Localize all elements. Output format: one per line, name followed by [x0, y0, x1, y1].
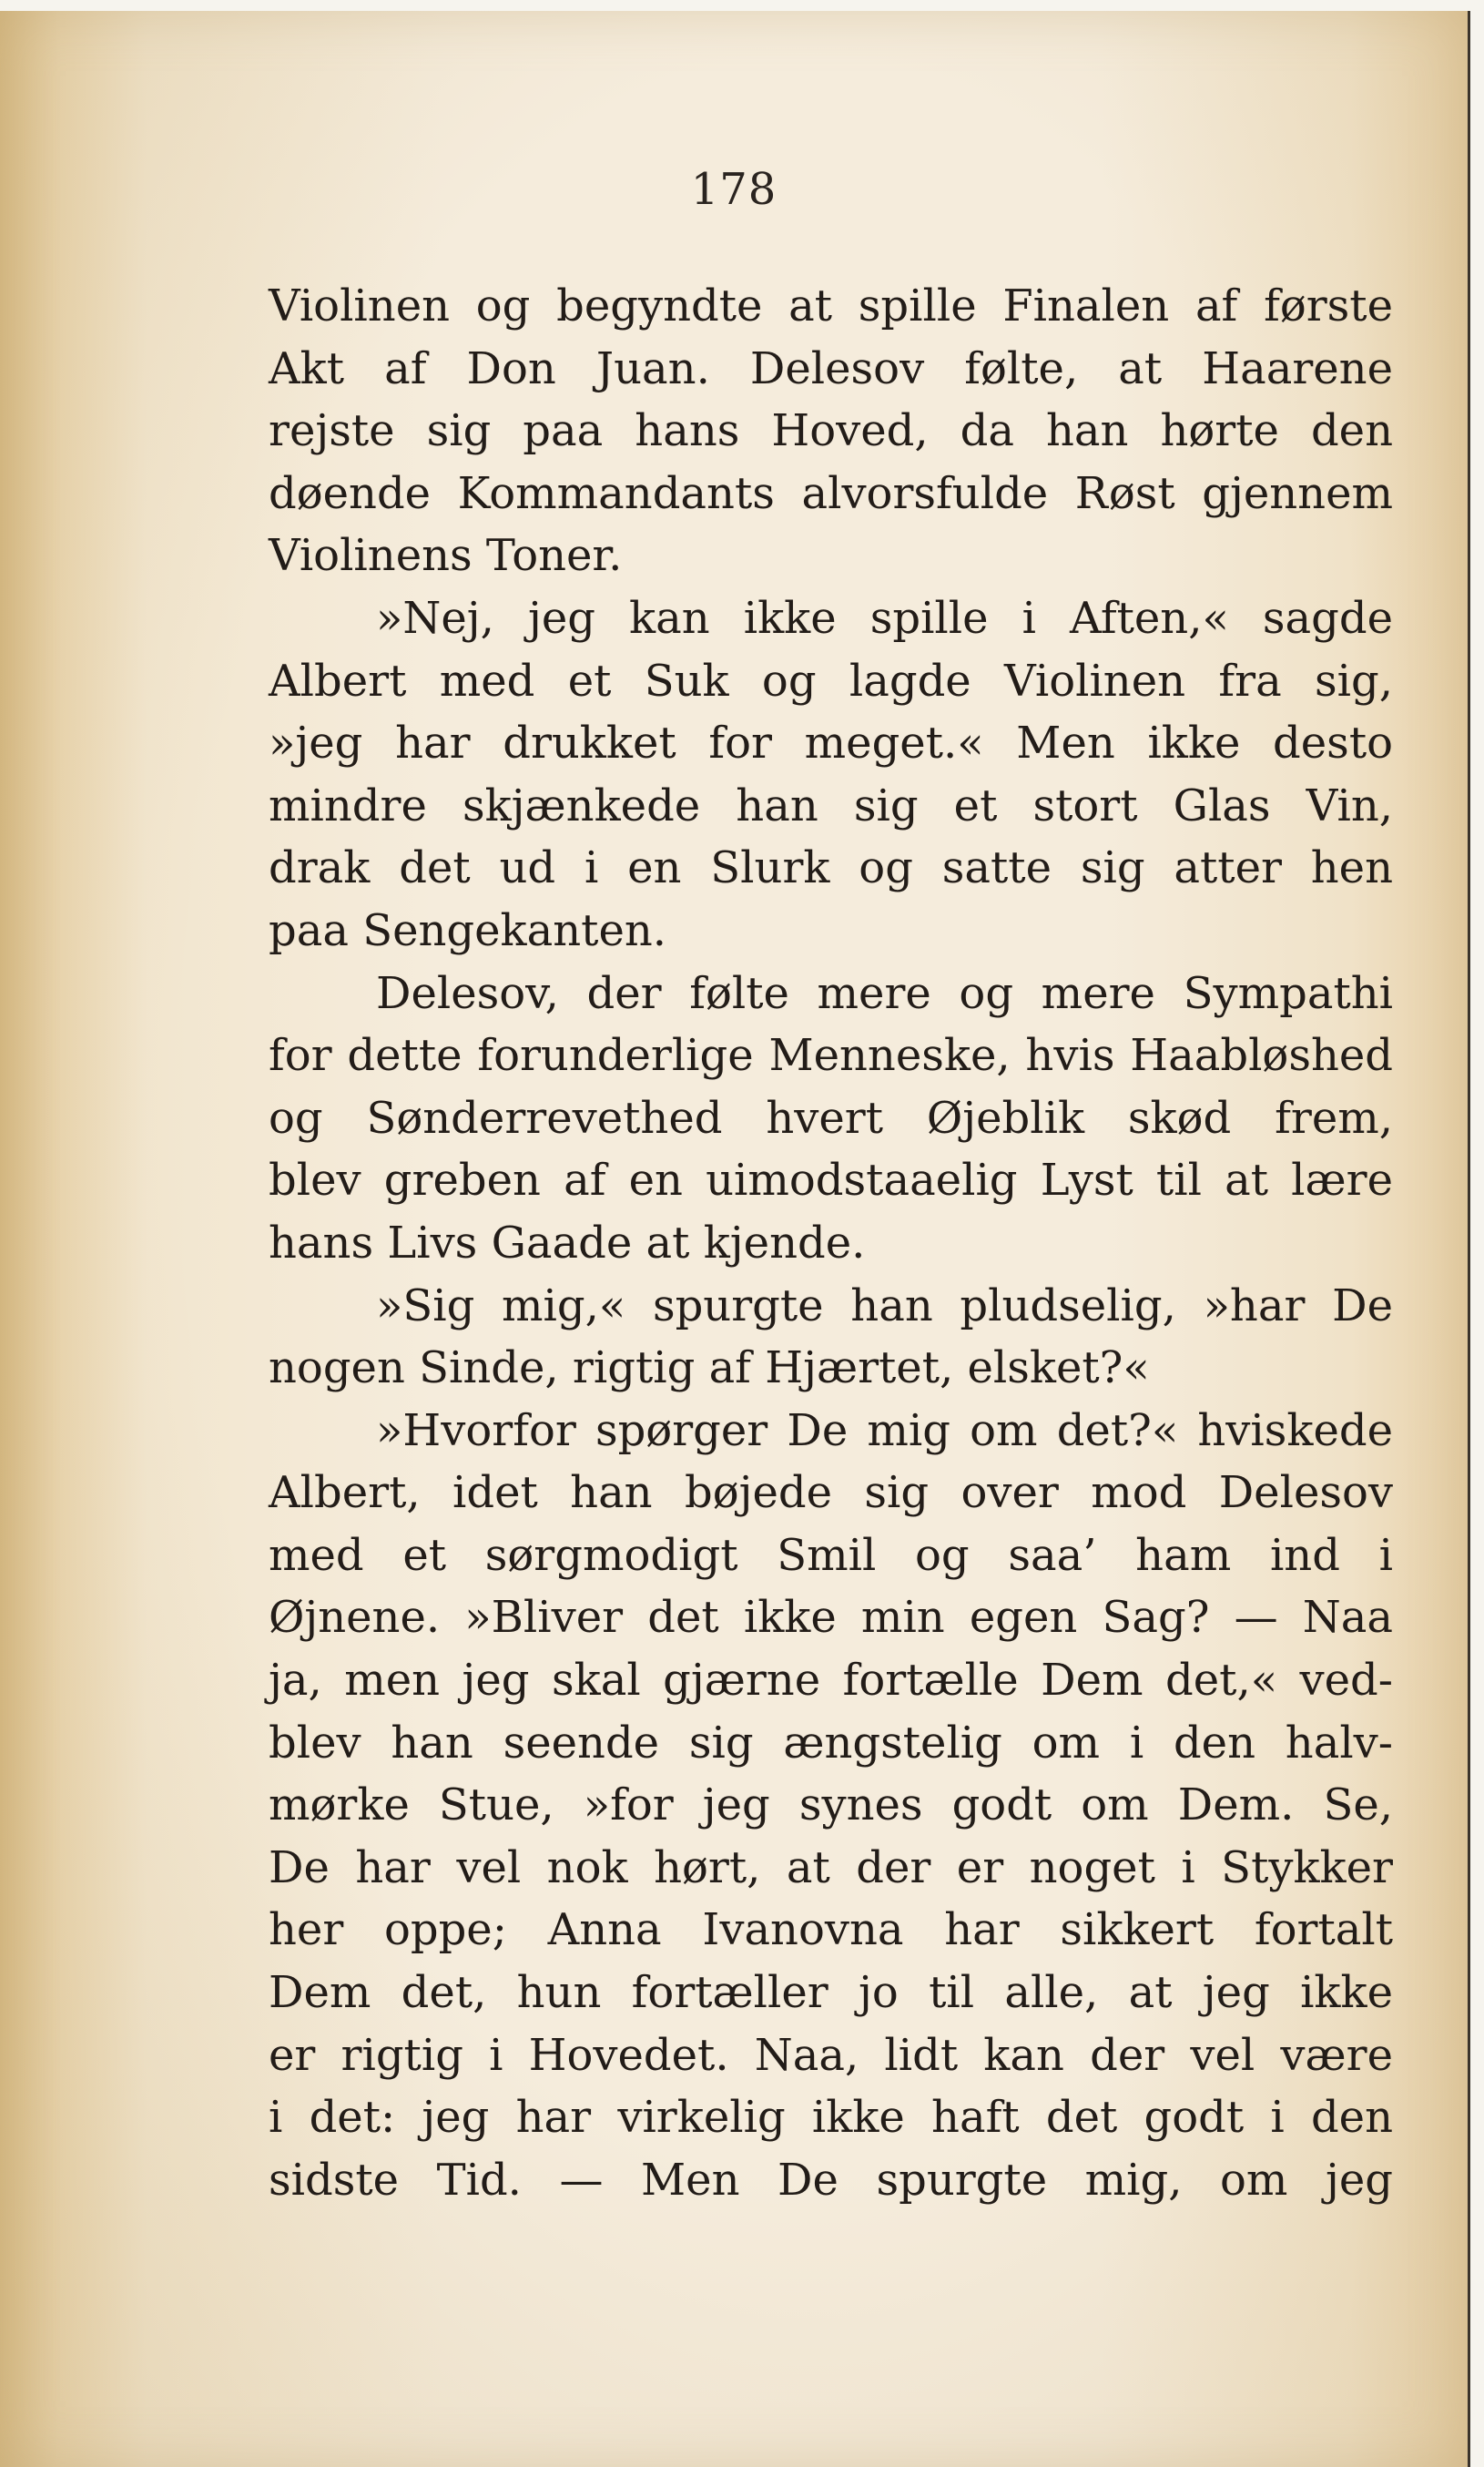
- text-line: »Nej, jeg kan ikke spille i Aften,« sagde: [376, 592, 1393, 644]
- text-line: »Hvorfor spørger De mig om det?« hviskede: [376, 1404, 1393, 1456]
- text-line: døende Kommandants alvorsfulde Røst gjennem: [269, 467, 1393, 519]
- text-line: mørke Stue, »for jeg synes godt om Dem. Se,: [269, 1779, 1393, 1831]
- text-line: Violinen og begyndte at spille Finalen af første: [269, 280, 1393, 331]
- text-line: Akt af Don Juan. Delesov følte, at Haarene: [269, 342, 1393, 394]
- text-line: nogen Sinde, rigtig af Hjærtet, elsket?«: [269, 1342, 1150, 1394]
- page-number: 178: [690, 164, 778, 215]
- text-line: mindre skjænkede han sig et stort Glas Vin,: [269, 780, 1393, 831]
- text-line: rejste sig paa hans Hoved, da han hørte den: [269, 405, 1393, 457]
- text-line: med et sørgmodigt Smil og saa’ ham ind i: [269, 1529, 1393, 1581]
- text-line: Delesov, der følte mere og mere Sympathi: [376, 967, 1393, 1019]
- text-line: paa Sengekanten.: [269, 904, 667, 956]
- text-line: De har vel nok hørt, at der er noget i Stykker: [269, 1841, 1393, 1893]
- text-line: og Sønderrevethed hvert Øjeblik skød frem,: [269, 1092, 1393, 1144]
- text-line: hans Livs Gaade at kjende.: [269, 1217, 866, 1269]
- text-line: »Sig mig,« spurgte han pludselig, »har De: [376, 1279, 1393, 1331]
- text-line: Albert, idet han bøjede sig over mod Delesov: [269, 1467, 1393, 1519]
- text-line: Violinens Toner.: [269, 530, 623, 582]
- text-line: drak det ud i en Slurk og satte sig atter hen: [269, 842, 1393, 894]
- text-line: blev han seende sig ængstelig om i den halv-: [269, 1717, 1393, 1769]
- text-line: Øjnene. »Bliver det ikke min egen Sag? — Naa: [269, 1592, 1393, 1644]
- text-line: for dette forunderlige Menneske, hvis Haabløshed: [269, 1030, 1393, 1082]
- text-line: blev greben af en uimodstaaelig Lyst til at lære: [269, 1155, 1393, 1207]
- text-line: Dem det, hun fortæller jo til alle, at jeg ikke: [269, 1967, 1393, 2019]
- text-line: sidste Tid. — Men De spurgte mig, om jeg: [269, 2154, 1393, 2206]
- text-line: ja, men jeg skal gjærne fortælle Dem det,« ved-: [269, 1655, 1393, 1707]
- book-page: [0, 11, 1470, 2467]
- text-line: Albert med et Suk og lagde Violinen fra sig,: [269, 655, 1393, 707]
- text-line: her oppe; Anna Ivanovna har sikkert fortalt: [269, 1904, 1393, 1956]
- text-line: i det: jeg har virkelig ikke haft det godt i den: [269, 2092, 1393, 2144]
- body-text: [269, 275, 1393, 2211]
- text-line: »jeg har drukket for meget.« Men ikke desto: [269, 718, 1393, 770]
- text-line: er rigtig i Hovedet. Naa, lidt kan der vel være: [269, 2029, 1393, 2081]
